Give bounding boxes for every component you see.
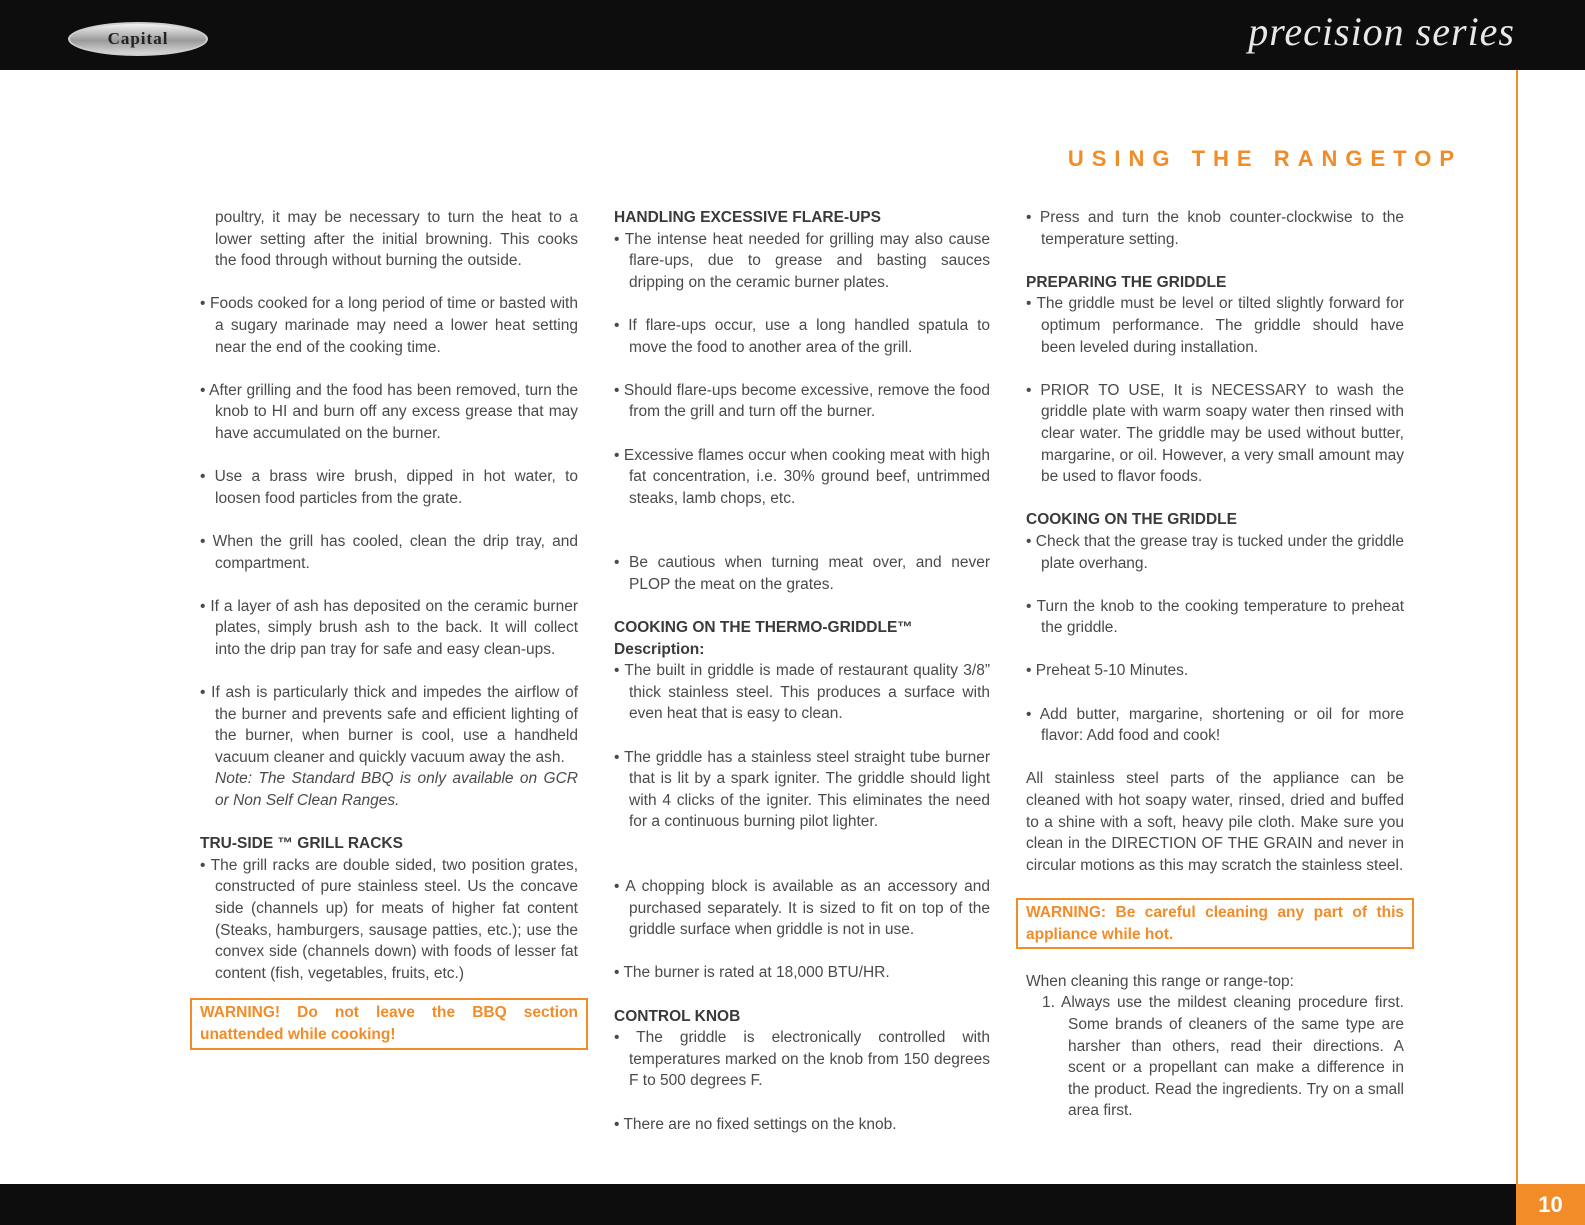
- heading-grill-racks: TRU-SIDE ™ GRILL RACKS: [200, 835, 403, 853]
- bullet-item: • If flare-ups occur, use a long handled spatula to move the food to another area of the grill.: [614, 316, 990, 356]
- bullet-item: • Press and turn the knob counter-clockwise to the temperature setting.: [1026, 209, 1404, 248]
- page-number: 10: [1516, 1184, 1585, 1225]
- column-3: [1026, 207, 1404, 1122]
- section-title: USING THE RANGETOP: [1067, 146, 1462, 171]
- bullet-item: • The griddle must be level or tilted slightly forward for optimum performance. The griddle should have been leveled during installation.: [1026, 295, 1404, 356]
- bullet-item: • The griddle has a stainless steel straight tube burner that is lit by a spark igniter. The griddle should light with 4 clicks of the igniter. This eliminates the need for a continuous burning pilot lighter.: [614, 748, 990, 831]
- series-title: precision series: [1248, 9, 1515, 54]
- capital-logo: [68, 22, 208, 56]
- subheading-description: Description:: [614, 640, 705, 658]
- bullet-item: • The burner is rated at 18,000 BTU/HR.: [614, 964, 890, 982]
- paragraph: When cleaning this range or range-top:: [1026, 972, 1294, 990]
- bullet-item: • Turn the knob to the cooking temperature to preheat the griddle.: [1026, 597, 1404, 637]
- bullet-item: • After grilling and the food has been removed, turn the knob to HI and burn off any excess grease that may have accumulated on the burner.: [200, 381, 578, 442]
- bullet-item: • Add butter, margarine, shortening or oil for more flavor: Add food and cook!: [1026, 705, 1404, 745]
- bullet-item: • Should flare-ups become excessive, remove the food from the grill and turn off the burner.: [614, 381, 990, 421]
- bullet-item: • A chopping block is available as an accessory and purchased separately. It is sized to fit on top of the griddle surface when griddle is not in use.: [614, 878, 990, 939]
- logo-text: Capital: [107, 29, 169, 48]
- bullet-item: • Check that the grease tray is tucked under the griddle plate overhang.: [1026, 532, 1404, 572]
- warning-box: WARNING: Be careful cleaning any part of this appliance while hot.: [1016, 898, 1414, 949]
- paragraph: poultry, it may be necessary to turn the heat to a lower setting after the initial browning. This cooks the food through without burning the outside.: [215, 209, 578, 270]
- bullet-item: • There are no fixed settings on the knob.: [614, 1115, 897, 1133]
- header-bar: [0, 0, 1585, 70]
- bullet-item: • Be cautious when turning meat over, and never PLOP the meat on the grates.: [614, 554, 990, 593]
- bullet-item: • The grill racks are double sided, two position grates, constructed of pure stainless steel. Us the concave side (channels up) for meats of higher fat content (Steaks, hamburgers, sausage patties, etc.); use the convex side (channels down) with foods of lesser fat content (fish, vegetables, fruits, etc.): [200, 856, 578, 982]
- column-2: [614, 207, 990, 1135]
- heading-cooking-griddle: COOKING ON THE GRIDDLE: [1026, 511, 1237, 529]
- heading-thermo-griddle: COOKING ON THE THERMO-GRIDDLE™: [614, 619, 913, 637]
- heading-control-knob: CONTROL KNOB: [614, 1007, 741, 1025]
- bullet-item: • Foods cooked for a long period of time or basted with a sugary marinade may need a lower heat setting near the end of the cooking time.: [200, 295, 578, 356]
- bullet-item: • Excessive flames occur when cooking meat with high fat concentration, i.e. 30% ground beef, untrimmed steaks, lamb chops, etc.: [614, 446, 990, 507]
- orange-rule: [1516, 70, 1518, 1184]
- bullet-item: • When the grill has cooled, clean the drip tray, and compartment.: [200, 532, 578, 572]
- bullet-item: • PRIOR TO USE, It is NECESSARY to wash the griddle plate with warm soapy water then rinsed with clear water. The griddle may be used without butter, margarine, or oil. However, a very small amount may be used to flavor foods.: [1026, 381, 1404, 486]
- bullet-item: • Preheat 5-10 Minutes.: [1026, 662, 1189, 680]
- footer-bar: [0, 1184, 1585, 1225]
- heading-preparing-griddle: PREPARING THE GRIDDLE: [1026, 273, 1227, 291]
- column-1: [200, 207, 578, 1050]
- bullet-item: • If a layer of ash has deposited on the ceramic burner plates, simply brush ash to the back. It will collect into the drip pan tray for safe and easy clean-ups.: [200, 597, 578, 658]
- bullet-item: • Use a brass wire brush, dipped in hot water, to loosen food particles from the grate.: [200, 468, 578, 507]
- numbered-item: 1. Always use the mildest cleaning procedure first. Some brands of cleaners of the same type are harsher than others, read their directions. A scent or a propellant can make a difference in the product. Read the ingredients. Try on a small area first.: [1042, 994, 1404, 1120]
- bullet-item: • The intense heat needed for grilling may also cause flare-ups, due to grease and basting sauces dripping on the ceramic burner plates.: [614, 230, 990, 291]
- bullet-item: • The griddle is electronically controlled with temperatures marked on the knob from 150 degrees F to 500 degrees F.: [614, 1029, 990, 1090]
- bullet-item: • If ash is particularly thick and impedes the airflow of the burner and prevents safe and efficient lighting of the burner, when burner is cool, use a handheld vacuum cleaner and quickly vacuum away the ash.: [200, 684, 578, 766]
- bullet-item: • The built in griddle is made of restaurant quality 3/8” thick stainless steel. This produces a surface with even heat that is easy to clean.: [614, 662, 990, 723]
- warning-box: WARNING! Do not leave the BBQ section unattended while cooking!: [190, 998, 588, 1049]
- note-text: Note: The Standard BBQ is only available on GCR or Non Self Clean Ranges.: [215, 770, 578, 810]
- paragraph: All stainless steel parts of the appliance can be cleaned with hot soapy water, rinsed, dried and buffed to a shine with a soft, heavy pile cloth. Make sure you clean in the DIRECTION OF THE GRAIN and never in circular motions as this may scratch the stainless steel.: [1026, 770, 1404, 874]
- heading-flare-ups: HANDLING EXCESSIVE FLARE-UPS: [614, 209, 881, 226]
